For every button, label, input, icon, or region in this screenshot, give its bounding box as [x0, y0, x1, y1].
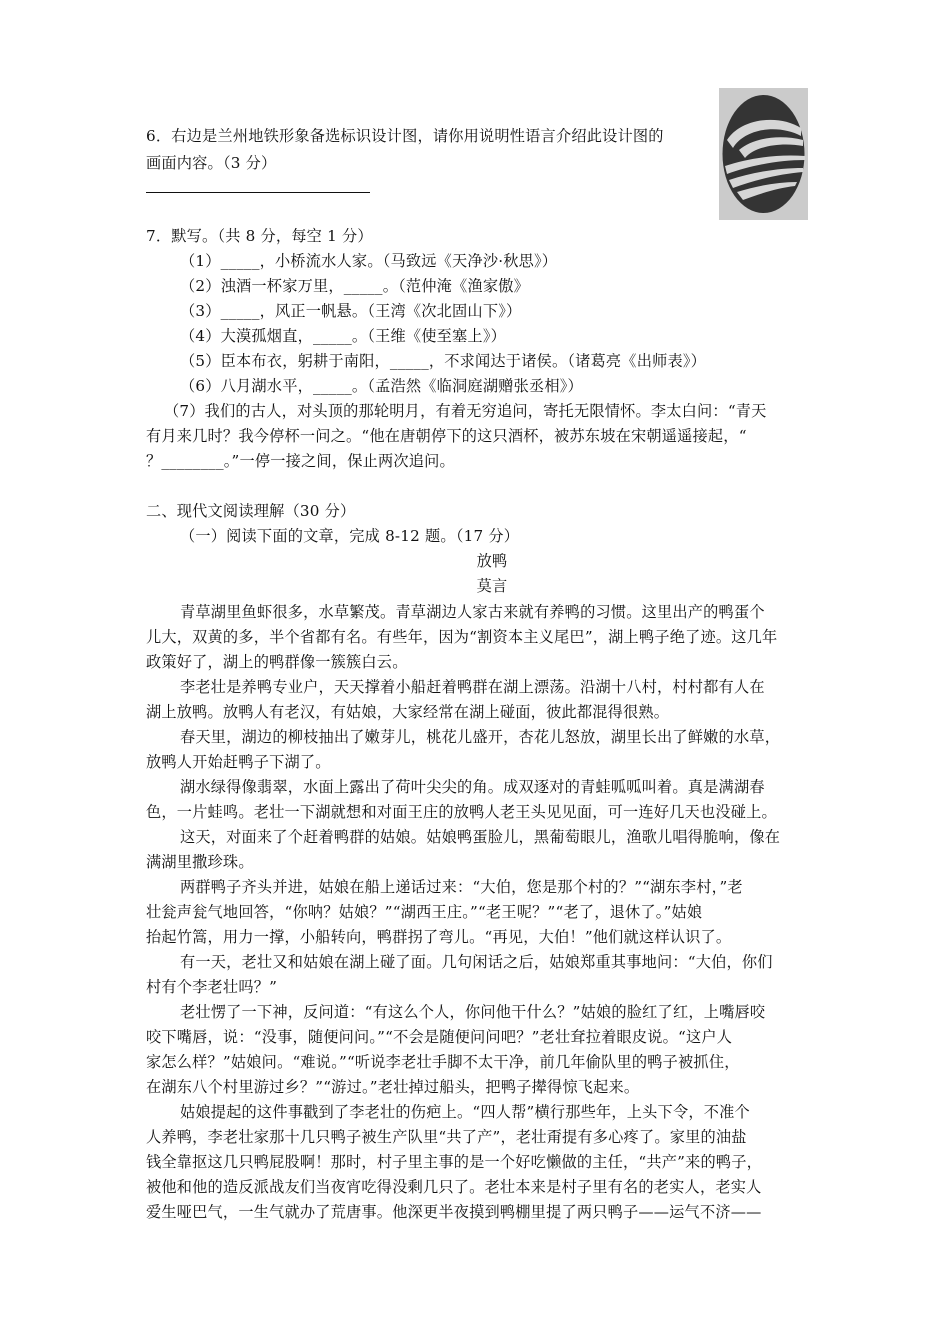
article-line: 爱生哑巴气，一生气就办了荒唐事。他深更半夜摸到鸭棚里提了两只鸭子——运气不济——	[146, 1203, 762, 1221]
article-line: 家怎么样？”姑娘问。“难说。”“听说李老壮手脚不太干净，前几年偷队里的鸭子被抓住，	[146, 1053, 740, 1071]
q6-line-1: 6．右边是兰州地铁形象备选标识设计图，请你用说明性语言介绍此设计图的	[146, 127, 664, 145]
lanzhou-metro-logo-icon	[719, 88, 808, 220]
article-line: 被他和他的造反派战友们当夜宵吃得没剩几只了。老壮本来是村子里有名的老实人，老实人	[146, 1178, 762, 1196]
article-line: 李老壮是养鸭专业户，天天撑着小船赶着鸭群在湖上漂荡。沿湖十八村，村村都有人在	[180, 678, 765, 696]
q7-item-6: （6）八月湖水平，_____。（孟浩然《临洞庭湖赠张丞相》）	[180, 377, 583, 395]
q7-item-2: （2）浊酒一杯家万里，_____。（范仲淹《渔家傲》	[180, 277, 529, 295]
article-author: 莫言	[476, 577, 508, 595]
article-line: 村有个李老壮吗？”	[146, 978, 278, 996]
article-line: 湖水绿得像翡翠，水面上露出了荷叶尖尖的角。成双逐对的青蛙呱呱叫着。真是满湖春	[180, 778, 765, 796]
article-line: 满湖里撒珍珠。	[146, 853, 254, 871]
article-line: 政策好了，湖上的鸭群像一簇簇白云。	[146, 653, 408, 671]
q6-answer-line	[146, 192, 370, 193]
q7-item-3: （3）_____，风正一帆悬。（王湾《次北固山下》）	[180, 302, 522, 320]
article-line: 两群鸭子齐头并进，姑娘在船上递话过来：“大伯，您是那个村的？”“湖东李村，”老	[180, 878, 743, 896]
q7-item-7-line-1: （7）我们的古人，对头顶的那轮明月，有着无穷追问，寄托无限情怀。李太白问：“青天	[164, 402, 767, 420]
article-line: 色，一片蛙鸣。老壮一下湖就想和对面王庄的放鸭人老王头见见面，可一连好几天也没碰上。	[146, 803, 777, 821]
article-line: 在湖东八个村里游过乡？”“游过。”老壮掉过船头，把鸭子撵得惊飞起来。	[146, 1078, 640, 1096]
article-line: 有一天，老壮又和姑娘在湖上碰了面。几句闲话之后，姑娘郑重其事地问：“大伯，你们	[180, 953, 773, 971]
q7-item-4: （4）大漠孤烟直，_____。（王维《使至塞上》）	[180, 327, 506, 345]
article-line: 人养鸭，李老壮家那十几只鸭子被生产队里“共了产”，老壮甭提有多心疼了。家里的油盐	[146, 1128, 747, 1146]
q7-item-7-line-3: ？________。”一停一接之间，保止两次追问。	[146, 452, 455, 470]
q7-item-1: （1）_____，小桥流水人家。（马致远《天净沙·秋思》）	[180, 252, 558, 270]
article-line: 这天，对面来了个赶着鸭群的姑娘。姑娘鸭蛋脸儿，黑葡萄眼儿，渔歌儿唱得脆响，像在	[180, 828, 781, 846]
article-line: 湖上放鸭。放鸭人有老汉，有姑娘，大家经常在湖上碰面，彼此都混得很熟。	[146, 703, 670, 721]
q6-line-2: 画面内容。（3 分）	[146, 154, 277, 172]
article-line: 钱全靠抠这几只鸭屁股啊！那时，村子里主事的是一个好吃懒做的主任，“共产”来的鸭子，	[146, 1153, 763, 1171]
article-title: 放鸭	[476, 552, 508, 570]
article-line: 老壮愣了一下神，反问道：“有这么个人，你问他干什么？”姑娘的脸红了红，上嘴唇咬	[180, 1003, 766, 1021]
article-line: 春天里，湖边的柳枝抽出了嫩芽儿，桃花儿盛开，杏花儿怒放，湖里长出了鲜嫩的水草，	[180, 728, 781, 746]
q7-item-5: （5）臣本布衣，躬耕于南阳，_____，不求闻达于诸侯。（诸葛亮《出师表》）	[180, 352, 707, 370]
q7-item-7-line-2: 有月来几时？我今停杯一问之。“他在唐朝停下的这只酒杯，被苏东坡在宋朝遥遥接起，“	[146, 427, 747, 445]
article-line: 姑娘提起的这件事戳到了李老壮的伤疤上。“四人帮”横行那些年，上头下令，不准个	[180, 1103, 750, 1121]
article-line: 抬起竹篙，用力一撑，小船转向，鸭群拐了弯儿。“再见，大伯！”他们就这样认识了。	[146, 928, 732, 946]
article-line: 儿大，双黄的多，半个省都有名。有些年，因为“割资本主义尾巴”，湖上鸭子绝了迹。这几年	[146, 628, 778, 646]
q7-title: 7．默写。（共 8 分，每空 1 分）	[146, 227, 373, 245]
article-line: 放鸭人开始赶鸭子下湖了。	[146, 753, 331, 771]
section-heading: 二、现代文阅读理解（30 分）	[146, 502, 356, 520]
section-sub: （一）阅读下面的文章，完成 8-12 题。（17 分）	[180, 527, 520, 545]
article-line: 咬下嘴唇，说：“没事，随便问问。”“不会是随便问问吧？”老壮耷拉着眼皮说。“这户人	[146, 1028, 733, 1046]
article-line: 青草湖里鱼虾很多，水草繁茂。青草湖边人家古来就有养鸭的习惯。这里出产的鸭蛋个	[180, 603, 765, 621]
article-line: 壮瓮声瓮气地回答，“你呐？姑娘？”“湖西王庄。”“老王呢？”“老了，退休了。”姑娘	[146, 903, 703, 921]
